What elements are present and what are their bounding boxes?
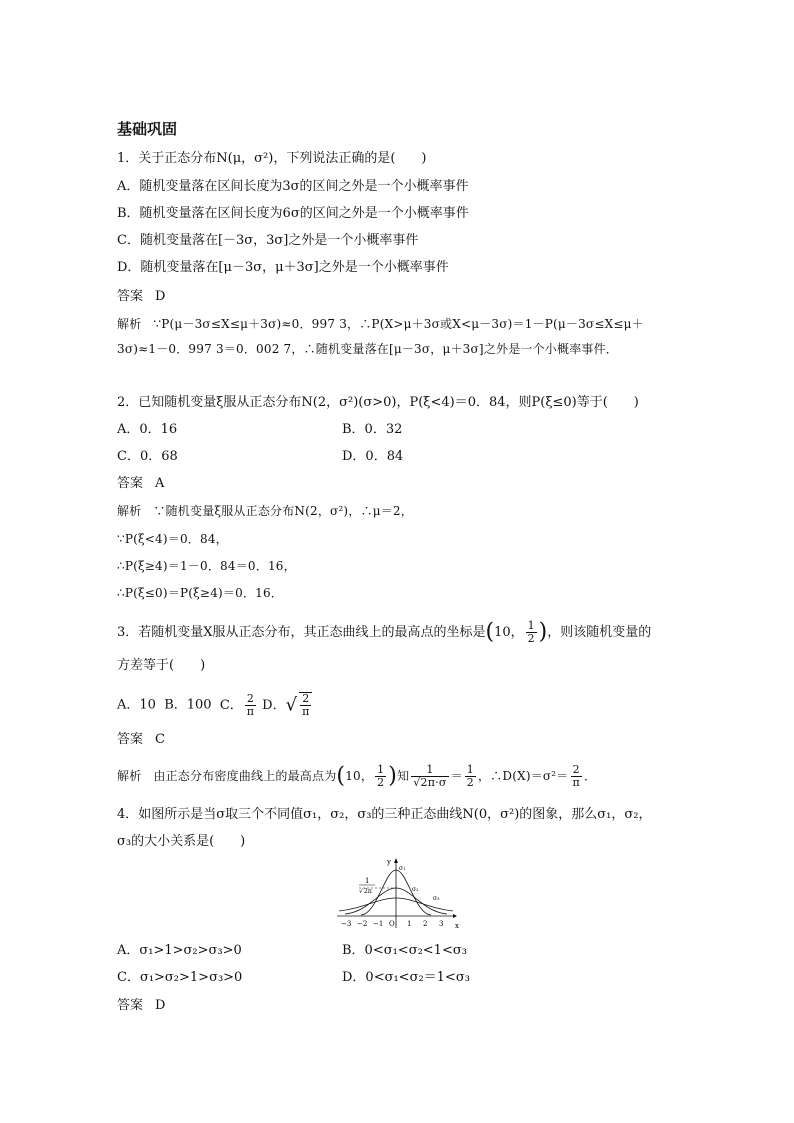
answer-label: 答案 [117, 998, 144, 1013]
solution-text: ∵随机变量ξ服从正态分布N(2，σ²)，∴μ＝2， [153, 504, 413, 518]
tick-label: 3 [439, 920, 444, 928]
fraction-half [375, 764, 386, 789]
option-letter: C． [219, 697, 243, 713]
answer-value: A [155, 476, 165, 491]
q3-stem-post: ，则该随机变量的 [547, 625, 652, 640]
answer-value: D [155, 998, 166, 1013]
q1-solution-line1 [117, 315, 644, 333]
q3-options [117, 692, 314, 718]
fraction-numerator: 1 [377, 763, 385, 776]
right-paren: ) [388, 763, 398, 789]
q2-option-d: D．0．84 [342, 449, 404, 464]
fraction-numerator: 1 [466, 763, 474, 776]
x-axis-label: x [455, 922, 459, 930]
solution-text: ∵P(μ－3σ≤X≤μ＋3σ)≈0．997 3，∴P(X>μ＋3σ或X<μ－3σ)＝1－P(μ－3σ≤X≤μ＋ [153, 317, 644, 331]
curve-label-sigma2: σ₂ [412, 886, 419, 893]
q1-option-b: B．随机变量落在区间长度为6σ的区间之外是一个小概率事件 [117, 206, 469, 221]
q3-answer [117, 731, 165, 749]
fraction-half [526, 620, 537, 645]
curve-label-sigma3: σ₃ [433, 895, 440, 902]
q1-option-d: D．随机变量落在[μ－3σ，μ＋3σ]之外是一个小概率事件 [117, 260, 449, 275]
q2-answer [117, 475, 164, 493]
option-letter: D． [262, 697, 286, 713]
y-axis-arrow-icon [394, 858, 398, 863]
solution-text: 由正态分布密度曲线上的最高点为 [153, 769, 337, 783]
left-paren: ( [485, 619, 495, 645]
y-axis-label: y [387, 858, 391, 866]
x-axis-arrow-icon [453, 914, 457, 918]
fraction-denominator: 2 [466, 776, 474, 789]
period: ． [583, 769, 597, 783]
q1-option-a: A．随机变量落在区间长度为3σ的区间之外是一个小概率事件 [117, 179, 469, 194]
fraction-denominator: π [246, 704, 255, 718]
q4-option-a: A．σ₁>1>σ₂>σ₃>0 [117, 943, 242, 958]
q2-solution-line4: ∴P(ξ≤0)＝P(ξ≥4)＝0．16． [117, 586, 284, 600]
fraction-numerator: 2 [300, 693, 311, 706]
q1-answer [117, 288, 165, 306]
fraction-denominator: π [572, 776, 580, 789]
q4-option-c: C．σ₁>σ₂>1>σ₃>0 [117, 970, 243, 985]
solution-label: 解析 [117, 504, 142, 518]
fraction-denominator: 2 [377, 776, 385, 789]
peak-label-numerator: 1 [365, 877, 370, 885]
q2-option-c: C．0．68 [117, 449, 178, 464]
q2-option-a: A．0．16 [117, 422, 178, 437]
q3-option-b: B．100 [164, 697, 212, 713]
q2-solution-line2: ∵P(ξ<4)＝0．84， [117, 532, 228, 546]
tick-label: 2 [423, 920, 428, 928]
section-title: 基础巩固 [117, 120, 178, 138]
fraction-numerator: 1 [527, 619, 535, 632]
q2-solution-line1 [117, 502, 413, 520]
solution-label: 解析 [117, 769, 142, 783]
q3-stem-line1 [117, 620, 651, 645]
left-paren: ( [336, 763, 346, 789]
answer-value: D [155, 289, 166, 304]
q2-stem: 2．已知随机变量ξ服从正态分布N(2，σ²)(σ>0)，P(ξ<4)＝0．84，则P(ξ≤0)等于( ) [117, 395, 639, 410]
answer-value: C [155, 732, 165, 747]
q2-solution-line3: ∴P(ξ≥4)＝1－0．84＝0．16， [117, 559, 296, 573]
q3-option-d [262, 692, 314, 718]
q4-stem-line1: 4．如图所示是当σ取三个不同值σ₁，σ₂，σ₃的三种正态曲线N(0，σ²)的图象，那么σ₁，σ₂， [117, 807, 652, 822]
q1-stem: 1．关于正态分布N(μ，σ²)，下列说法正确的是( ) [117, 151, 427, 166]
fraction-numerator: 2 [245, 693, 256, 706]
q3-stem-pre: 3．若随机变量X服从正态分布，其正态曲线上的最高点的坐标是 [117, 625, 486, 640]
q3-solution [117, 764, 596, 789]
q1-solution-line2: 3σ)≈1－0．997 3＝0．002 7，∴随机变量落在[μ－3σ，μ＋3σ]之外是一个小概率事件． [117, 342, 618, 356]
curve-label-sigma1: σ₁ [399, 865, 406, 872]
q4-option-b: B．0<σ₁<σ₂<1<σ₃ [342, 943, 467, 958]
right-paren: ) [538, 619, 548, 645]
point-x: 10， [345, 769, 374, 783]
tick-label: −2 [357, 920, 368, 928]
sqrt-fraction [299, 692, 312, 718]
fraction-density-peak [411, 764, 448, 789]
q2-option-b: B．0．32 [342, 422, 403, 437]
tick-label: −3 [341, 920, 352, 928]
tick-label: 1 [407, 920, 412, 928]
fraction-denominator: π [302, 705, 310, 718]
solution-label: 解析 [117, 317, 142, 331]
q3-option-a: A．10 [117, 697, 156, 713]
peak-label-sqrt-icon: √ [359, 888, 363, 895]
fraction-denominator: √2π·σ [413, 776, 447, 789]
sqrt-content: 2π·σ [420, 776, 447, 789]
q1-option-c: C．随机变量落在[－3σ，3σ]之外是一个小概率事件 [117, 233, 419, 248]
solution-text: 知 [397, 769, 410, 783]
q4-option-d: D．0<σ₁<σ₂＝1<σ₃ [342, 970, 470, 985]
sqrt-icon: √ [285, 694, 298, 715]
q3-option-c [219, 691, 258, 718]
answer-label: 答案 [117, 289, 144, 304]
fraction-half [465, 764, 476, 789]
solution-text: ，∴D(X)＝σ²＝ [477, 769, 569, 783]
fraction-numerator: 1 [411, 764, 448, 777]
origin-label: O [389, 920, 395, 928]
peak-label-denominator: 2π [364, 888, 372, 895]
tick-label: −1 [373, 920, 384, 928]
q4-answer [117, 997, 165, 1015]
fraction-numerator: 2 [571, 764, 582, 777]
fraction-2-over-pi [245, 693, 256, 718]
point-x: 10， [494, 625, 524, 640]
answer-label: 答案 [117, 476, 144, 491]
fraction-2-over-pi [571, 764, 582, 789]
answer-label: 答案 [117, 732, 144, 747]
equals-sign: ＝ [450, 769, 463, 783]
fraction-denominator: 2 [527, 632, 535, 645]
q4-stem-line2: σ₃的大小关系是( ) [117, 834, 246, 849]
normal-curves-figure [335, 856, 463, 934]
q3-stem-line2: 方差等于( ) [117, 658, 206, 673]
